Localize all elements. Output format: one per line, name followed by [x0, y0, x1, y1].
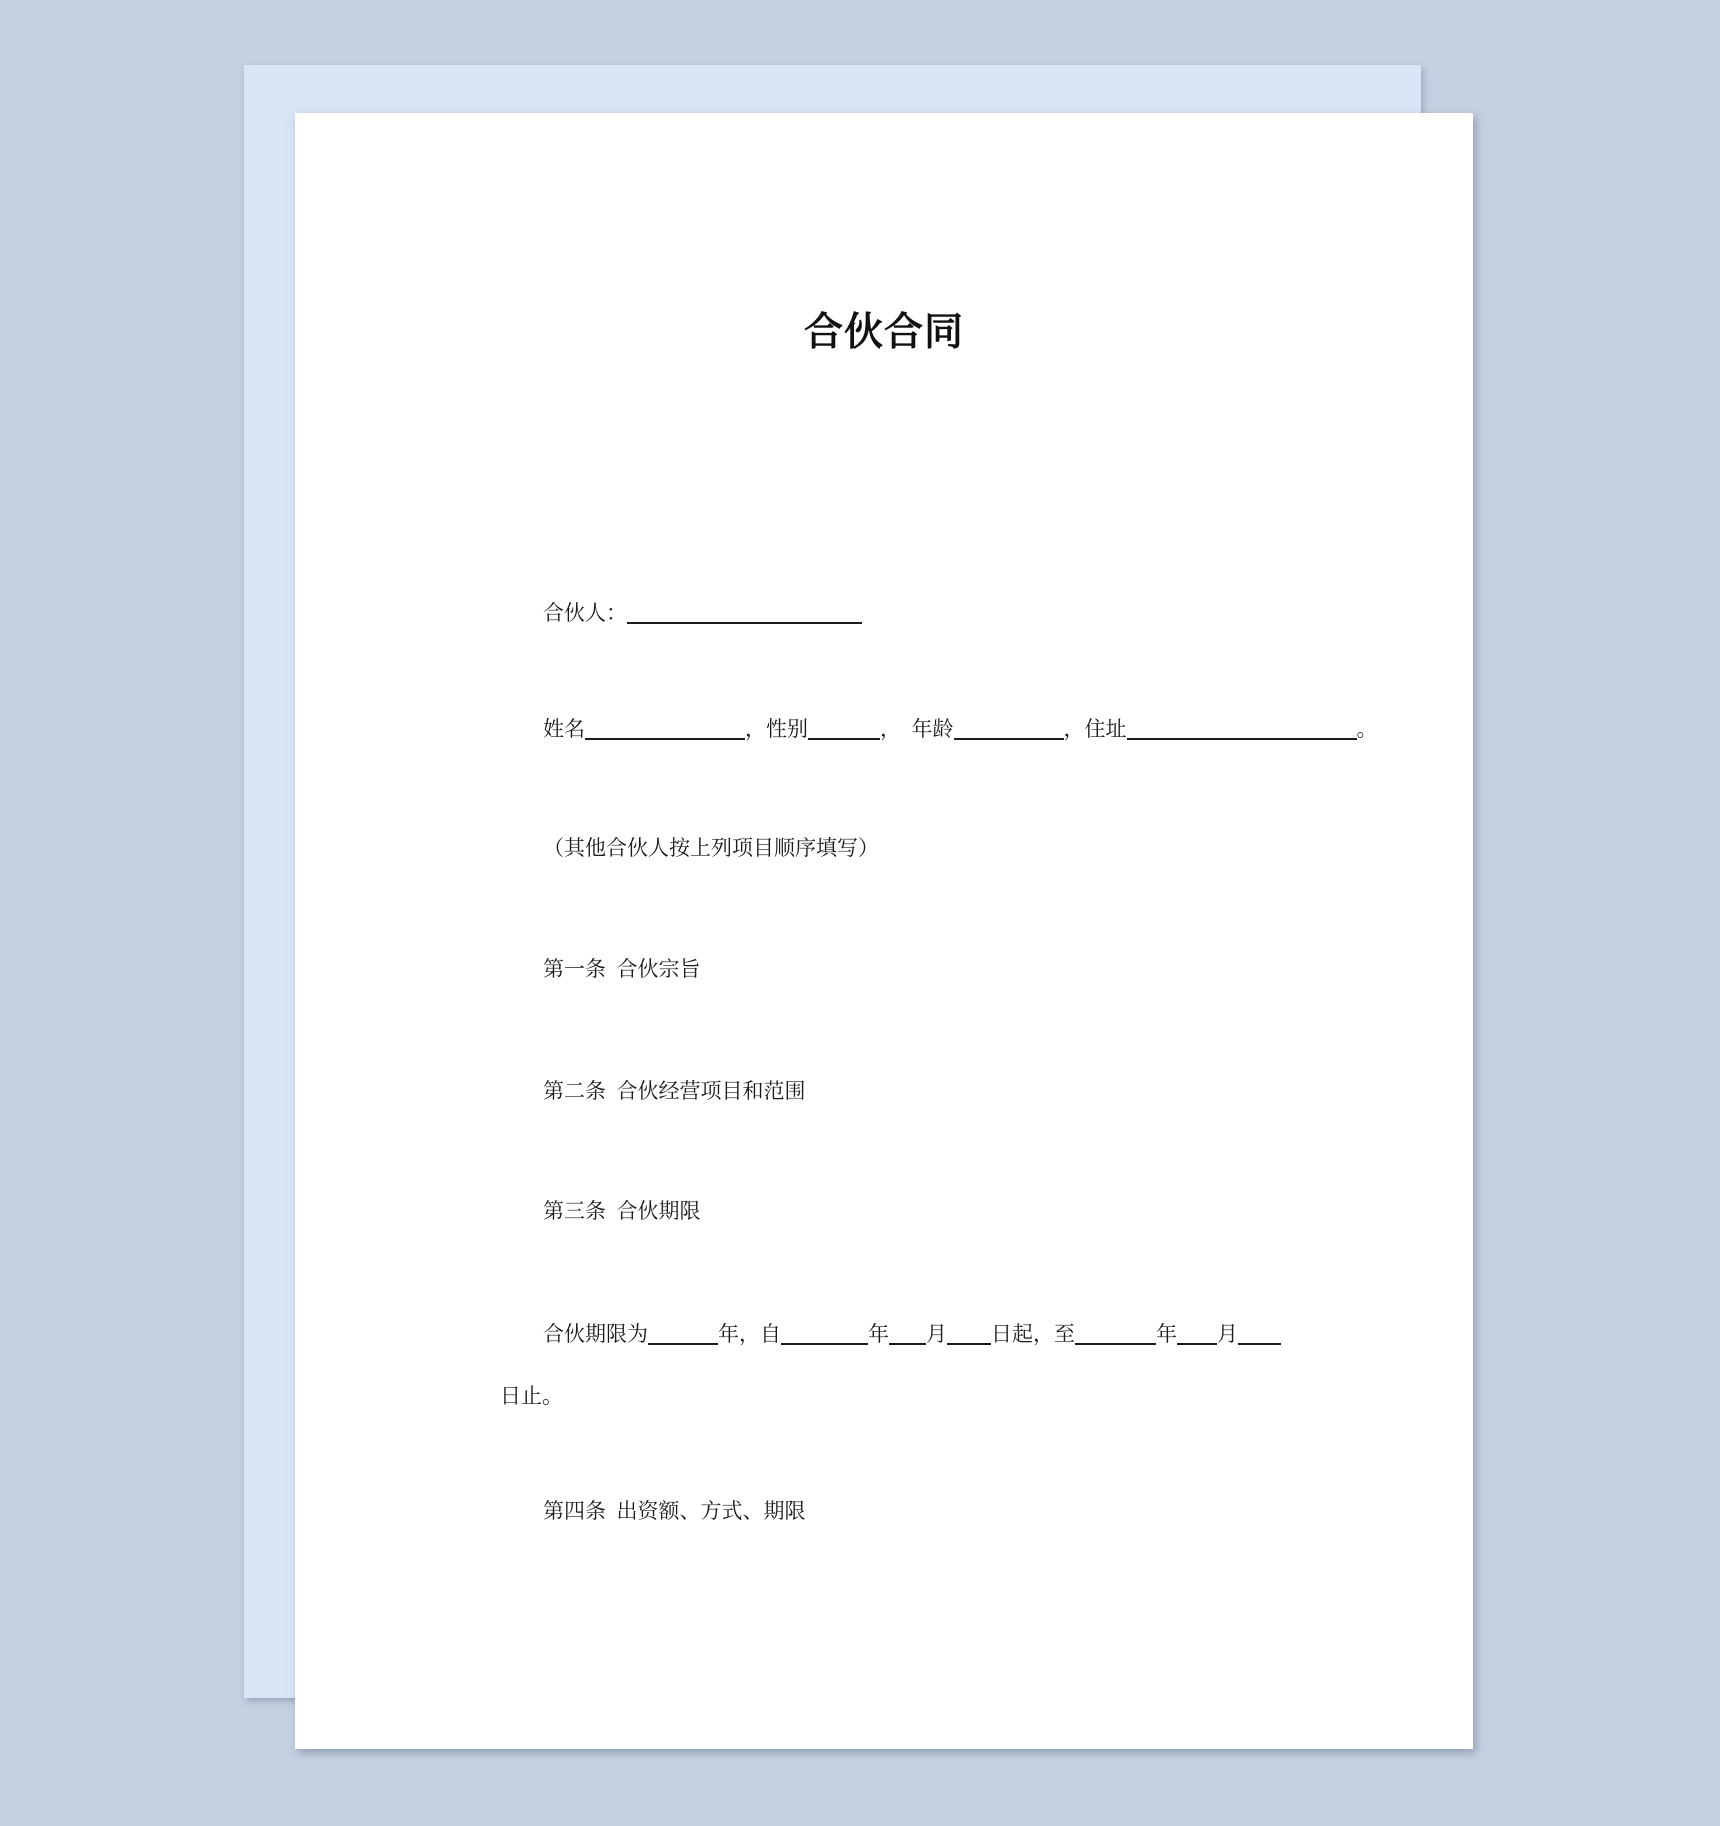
line-text: 日止。 — [500, 1384, 563, 1408]
blank-underline — [1238, 1341, 1281, 1345]
line-text: 月 — [926, 1322, 947, 1346]
line-text: （其他合伙人按上列项目顺序填写） — [543, 836, 879, 860]
article-4-line — [543, 1494, 1413, 1528]
line-text: 合伙人： — [543, 601, 627, 625]
term-line-continuation — [500, 1379, 1413, 1413]
blank-underline — [585, 736, 745, 740]
blank-underline — [954, 736, 1064, 740]
blank-underline — [648, 1341, 718, 1345]
blank-underline — [947, 1341, 991, 1345]
line-text: 年 — [1156, 1322, 1177, 1346]
partner-info-line — [543, 712, 1413, 746]
line-text: 年，自 — [718, 1322, 781, 1346]
line-text: 第一条 合伙宗旨 — [543, 957, 701, 981]
blank-underline — [781, 1341, 868, 1345]
line-text: 年 — [868, 1322, 889, 1346]
note-line — [543, 831, 1413, 865]
line-text: 合伙期限为 — [543, 1322, 648, 1346]
blank-underline — [808, 736, 880, 740]
line-text: ，性别 — [745, 717, 808, 741]
line-text: 月 — [1217, 1322, 1238, 1346]
term-line — [543, 1317, 1413, 1351]
blank-underline — [1177, 1341, 1217, 1345]
line-text: ，住址 — [1063, 717, 1127, 741]
blank-underline — [627, 620, 862, 624]
line-text: 第三条 合伙期限 — [543, 1199, 701, 1223]
line-text: 。 — [1356, 717, 1378, 741]
article-2-line — [543, 1074, 1413, 1108]
blank-underline — [1075, 1341, 1156, 1345]
partners-line — [543, 596, 1413, 630]
line-text: ， 年龄 — [880, 717, 954, 741]
blank-underline — [889, 1341, 926, 1345]
article-3-line — [543, 1194, 1413, 1228]
contract-title: 合伙合同 — [803, 310, 964, 355]
contract-page — [295, 113, 1473, 1749]
line-text: 第四条 出资额、方式、期限 — [543, 1499, 806, 1523]
blank-underline — [1127, 736, 1357, 740]
line-text: 姓名 — [543, 717, 585, 741]
article-1-line — [543, 952, 1413, 986]
line-text: 日起，至 — [991, 1322, 1075, 1346]
line-text: 第二条 合伙经营项目和范围 — [543, 1079, 806, 1103]
